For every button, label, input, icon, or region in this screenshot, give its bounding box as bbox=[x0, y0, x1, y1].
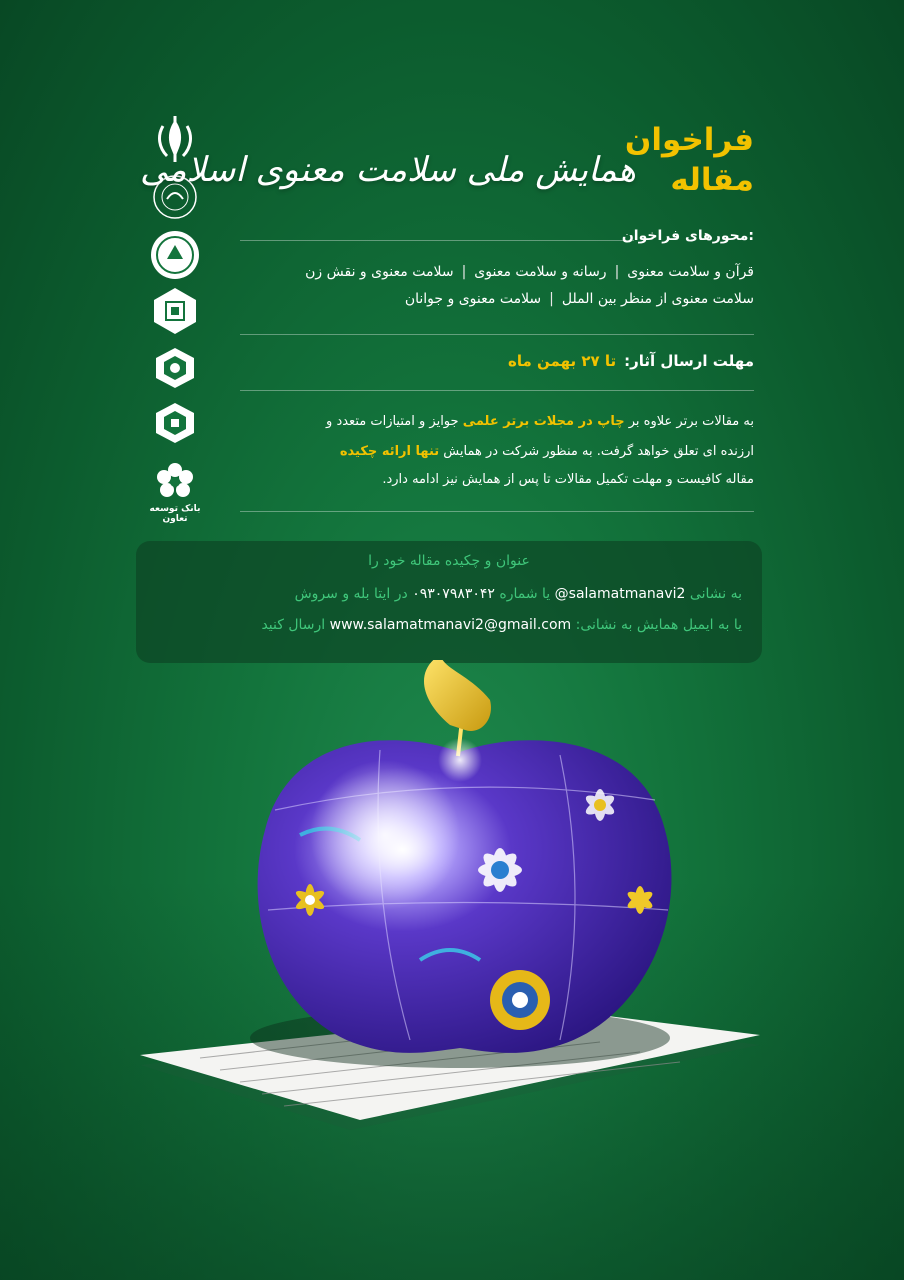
axes-line-2: سلامت معنوی از منظر بین الملل|سلامت معنوی و جوانان bbox=[404, 291, 754, 307]
submission-box bbox=[136, 541, 762, 663]
flower-logo-icon bbox=[140, 460, 210, 504]
deadline bbox=[508, 352, 754, 370]
deadline-label: مهلت ارسال آثار: bbox=[624, 352, 754, 370]
email-link[interactable]: www.salamatmanavi2@gmail.com bbox=[329, 617, 572, 633]
submission-title: عنوان و چکیده مقاله خود را bbox=[368, 553, 530, 569]
axes-line-1: قرآن و سلامت معنوی|رسانه و سلامت معنوی|سلامت معنوی و نقش زن bbox=[305, 264, 754, 280]
submission-line-2: یا به ایمیل همایش به نشانی: www.salamatmanavi2@gmail.com ارسال کنید bbox=[261, 617, 742, 633]
divider bbox=[240, 240, 634, 241]
conference-title: همایش ملی سلامت معنوی اسلامی bbox=[140, 150, 636, 190]
axis-item: رسانه و سلامت معنوی bbox=[474, 264, 607, 280]
description-line-1: به مقالات برتر علاوه بر چاپ در مجلات برتر علمی جوایز و امتیازات متعدد و bbox=[326, 414, 754, 429]
highlight-print: چاپ در مجلات برتر علمی bbox=[462, 414, 625, 429]
axis-item: قرآن و سلامت معنوی bbox=[627, 264, 754, 280]
circular-seal-icon bbox=[140, 227, 210, 282]
divider bbox=[240, 511, 754, 512]
phone-number[interactable]: ۰۹۳۰۷۹۸۳۰۴۲ bbox=[412, 586, 495, 602]
divider bbox=[240, 334, 754, 335]
apple-illustration bbox=[0, 660, 904, 1220]
divider bbox=[240, 390, 754, 391]
deadline-value: تا ۲۷ بهمن ماه bbox=[508, 352, 617, 370]
description-line-3: مقاله کافیست و مهلت تکمیل مقالات تا پس از همایش نیز ادامه دارد. bbox=[382, 472, 754, 487]
bank-logo-label: بانک توسعه تعاون bbox=[149, 504, 201, 524]
call-word: فراخوان bbox=[624, 122, 754, 158]
leaf-icon bbox=[424, 660, 491, 731]
messenger-handle-link[interactable]: @salamatmanavi2 bbox=[554, 586, 686, 602]
axis-item: سلامت معنوی و جوانان bbox=[404, 291, 542, 307]
axis-item: سلامت معنوی از منظر بین الملل bbox=[561, 291, 754, 307]
university-badge-icon bbox=[140, 285, 210, 337]
description-line-2: ارزنده ای تعلق خواهد گرفت. به منظور شرکت در همایش تنها ارائه چکیده bbox=[339, 444, 754, 459]
call-title bbox=[625, 120, 754, 200]
article-word: مقاله bbox=[670, 162, 754, 198]
hexagon-emblem-icon bbox=[140, 345, 210, 391]
axis-item: سلامت معنوی و نقش زن bbox=[305, 264, 454, 280]
highlight-abstract: تنها ارائه چکیده bbox=[339, 444, 440, 459]
hexagon-emblem-icon bbox=[140, 400, 210, 446]
submission-line-1: به نشانی @salamatmanavi2 یا شماره ۰۹۳۰۷۹۸۳۰۴۲ در ایتا بله و سروش bbox=[294, 586, 742, 602]
axes-heading: محورهای فراخوان: bbox=[621, 228, 754, 244]
